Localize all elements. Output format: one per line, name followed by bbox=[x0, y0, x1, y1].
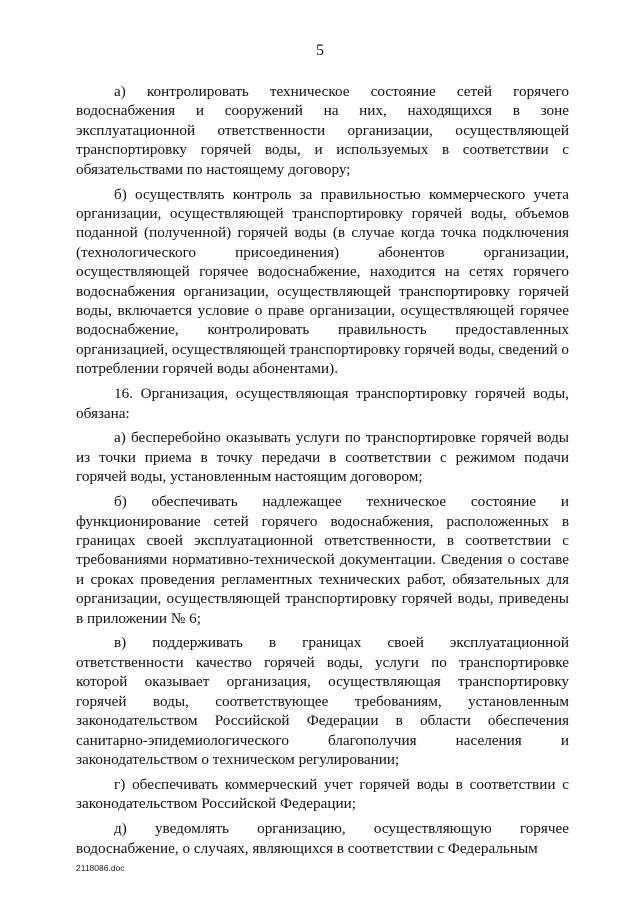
document-filename: 2118086.doc bbox=[76, 863, 125, 873]
paragraph-b-technical-condition: б) обеспечивать надлежащее техническое состояние и функционирование сетей горячего водоснабжения, расположенных в границах своей эксплуатационной ответственности, в соответствии с требованиями нормативно-технической документации. Сведения о составе и сроках проведения регламентных технических работ, обязательных для организации, осуществляющей транспортировку горячей воды, приведены в приложении № 6; bbox=[76, 493, 569, 627]
paragraph-g-commercial-accounting: г) обеспечивать коммерческий учет горячей воды в соответствии с законодательством Российской Федерации; bbox=[76, 775, 569, 813]
paragraph-b-control-accounting: б) осуществлять контроль за правильностью коммерческого учета организации, осуществляющей транспортировку горячей воды, объемов поданной (полученной) горячей воды (в случае когда точка подключения (технологического присоединения) абонентов организации, осуществляющей горячее водоснабжение, находится на сетях горячего водоснабжения организации, осуществляющей транспортировку горячей воды, включается условие о праве организации, осуществляющей горячее водоснабжение, контролировать правильность предоставленных организацией, осуществляющей транспортировку горячей воды, сведений о потреблении горячей воды абонентами). bbox=[76, 185, 569, 378]
document-body bbox=[76, 82, 569, 863]
paragraph-16-obligations: 16. Организация, осуществляющая транспортировку горячей воды, обязана: bbox=[76, 385, 569, 422]
paragraph-a-control-networks: а) контролировать техническое состояние сетей горячего водоснабжения и сооружений на них, находящихся в зоне эксплуатационной ответственности организации, осуществляющей транспортировку горячей воды, и используемых в соответствии с обязательствами по настоящему договору; bbox=[76, 83, 569, 178]
paragraph-d-notify: д) уведомлять организацию, осуществляющую горячее водоснабжение, о случаях, являющихся в соответствии с Федеральным bbox=[76, 820, 569, 857]
paragraph-a-uninterrupted-service: а) бесперебойно оказывать услуги по транспортировке горячей воды из точки приема в точку передачи в соответствии с режимом подачи горячей воды, установленным настоящим договором; bbox=[76, 429, 569, 486]
paragraph-v-water-quality: в) поддерживать в границах своей эксплуатационной ответственности качество горячей воды, услуги по транспортировке которой оказывает организация, осуществляющая транспортировку горячей воды, соответствующее требованиям, установленным законодательством Российской Федерации в области обеспечения санитарно-эпидемиологического благополучия населения и законодательством о техническом регулировании; bbox=[76, 634, 569, 768]
page-number: 5 bbox=[316, 42, 324, 59]
